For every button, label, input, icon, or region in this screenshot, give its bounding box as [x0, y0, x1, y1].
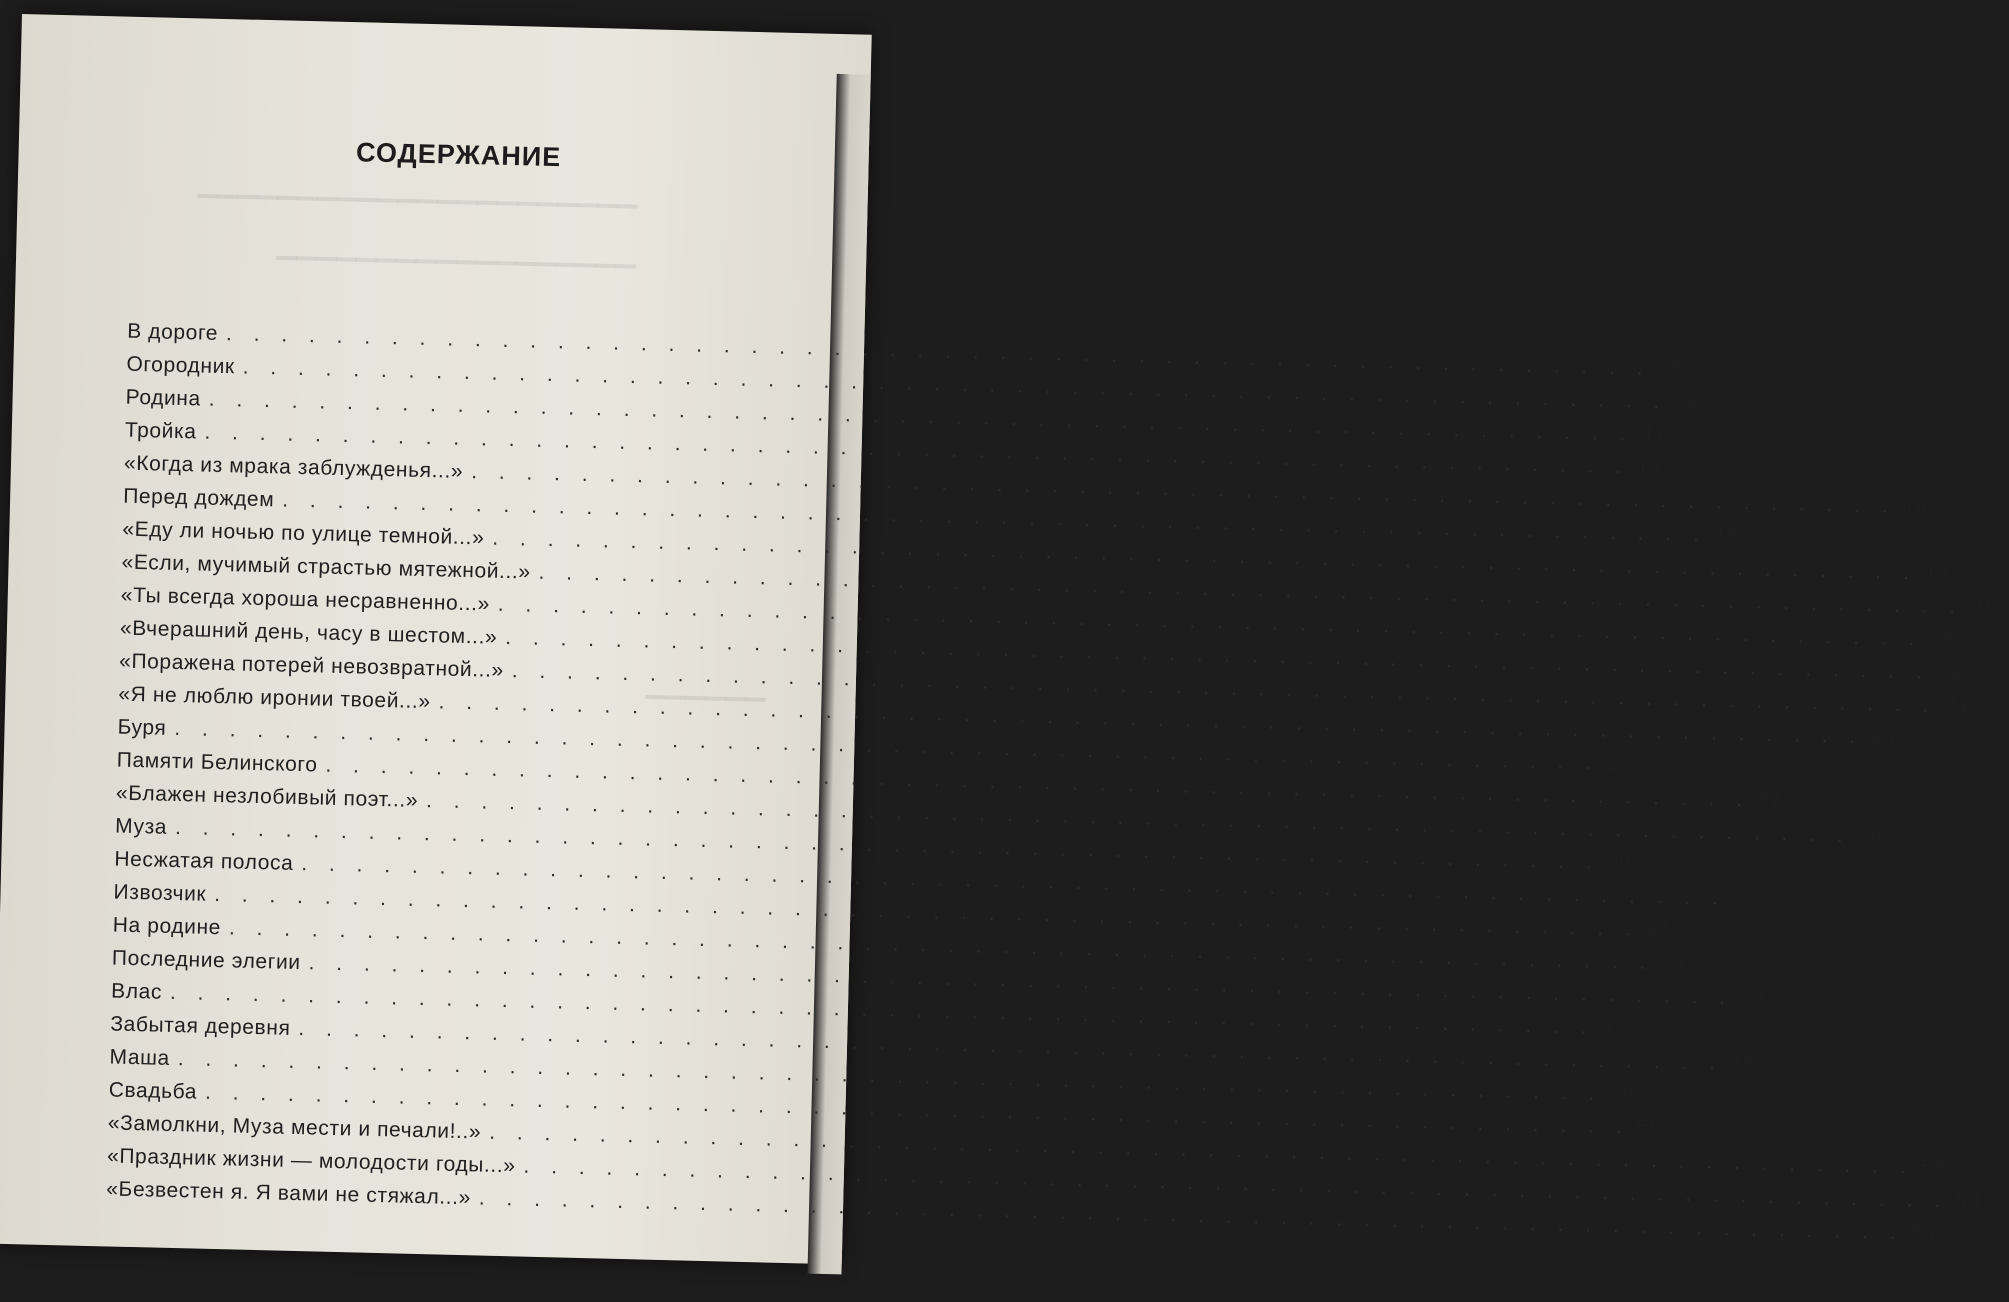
toc-entry-page-number: 8 [1686, 390, 1700, 415]
toc-entry-title: «Праздник жизни — молодости годы...» [106, 1144, 516, 1178]
toc-entry-page-number: 52 [1920, 1155, 1947, 1180]
toc-entry-title: Перед дождем [122, 484, 275, 512]
toc-entry-page-number: 48 [1609, 1082, 1635, 1106]
toc-entry-page-number: 22 [1929, 627, 1955, 652]
toc-entry-page-number: 19 [1924, 561, 1950, 586]
toc-entry-title: Родина [125, 385, 202, 411]
toc-entry-title: Тройка [124, 418, 197, 444]
bleed-through-text: ▁▁▁▁▁▁▁▁▁▁▁▁▁▁▁▁▁▁▁▁▁▁ [197, 168, 639, 209]
toc-entry-page-number: 23 [1936, 660, 1963, 685]
toc-entry-title: Огородник [126, 352, 236, 379]
toc-entry-title: Муза [114, 814, 168, 839]
toc-entry-title: «Еду ли ночью по улице темной...» [122, 517, 485, 550]
bleed-through-text: ▁▁▁▁▁▁▁▁▁▁▁▁▁▁▁▁▁▁ [276, 230, 637, 269]
toc-entry-page-number: 30 [1606, 850, 1632, 875]
toc-entry-title: «Безвестен я. Я вами не стяжал...» [106, 1177, 472, 1210]
toc-entry-title: На родине [112, 913, 222, 940]
toc-entry-page-number: 53 [1955, 1189, 1981, 1214]
toc-entry-page-number: 27 [1757, 788, 1783, 813]
toc-entry-title: «Ты всегда хороша несравненно...» [120, 583, 491, 616]
toc-entry-title: «Поражена потерей невозвратной...» [118, 649, 505, 682]
toc-entry-page-number: 5 [1670, 357, 1683, 381]
contents-heading: СОДЕРЖАНИЕ [355, 137, 562, 173]
toc-entry-title: Свадьба [108, 1078, 198, 1104]
toc-entry-title: Забытая деревня [110, 1012, 291, 1040]
toc-entry-title: Памяти Белинского [116, 748, 318, 777]
book-page [0, 14, 1996, 1264]
toc-entry-page-number: 39 [1740, 986, 1766, 1010]
toc-entry-page-number: 50 [1636, 1115, 1662, 1140]
toc-entry-page-number: 24 [1943, 694, 1969, 718]
toc-entry-page-number: 34 [1645, 917, 1672, 942]
toc-entry-title: Последние элегии [111, 946, 301, 975]
toc-entry-page-number: 25 [1870, 725, 1896, 749]
toc-entry-page-number: 26 [1606, 751, 1632, 776]
toc-entry-page-number: 54 [1910, 1221, 1936, 1246]
toc-entry-title: «Вчерашний день, часу в шестом...» [119, 616, 498, 649]
toc-entry-title: «Когда из мрака заблужденья...» [123, 451, 464, 483]
toc-entry-page-number: 18 [1713, 523, 1740, 548]
toc-entry-page-number: 38 [1660, 951, 1686, 975]
toc-entry-title: Извозчик [113, 880, 207, 906]
toc-entry-title: «Замолкни, Муза мести и печали!..» [107, 1111, 482, 1144]
toc-entry-page-number: 46 [1730, 1052, 1756, 1076]
toc-entry-title: Несжатая полоса [114, 847, 294, 875]
toc-entry-page-number: 42 [1601, 1015, 1627, 1040]
toc-entry-page-number: 14 [1636, 455, 1662, 480]
bleed-through-text: ▁▁▁▁▁▁ [645, 669, 767, 702]
toc-entry-page-number: 32 [1733, 887, 1759, 911]
toc-entry-title: Маша [109, 1045, 171, 1070]
toc-entry-page-number: 28 [1857, 824, 1883, 848]
toc-entry-page-number: 16 [1902, 495, 1929, 519]
toc-entry-title: В дороге [127, 319, 219, 345]
toc-entry-page-number: 11 [1642, 422, 1666, 447]
toc-entry-page-number: 21 [1970, 595, 1996, 620]
toc-entry-title: Влас [110, 979, 163, 1004]
table-of-contents [106, 319, 1996, 1246]
toc-entry-title: «Блажен незлобивый поэт...» [115, 781, 419, 812]
toc-entry-title: «Я не люблю иронии твоей...» [118, 682, 431, 714]
toc-entry-title: «Если, мучимый страстью мятежной...» [121, 550, 531, 584]
toc-entry-title: Буря [117, 715, 167, 740]
